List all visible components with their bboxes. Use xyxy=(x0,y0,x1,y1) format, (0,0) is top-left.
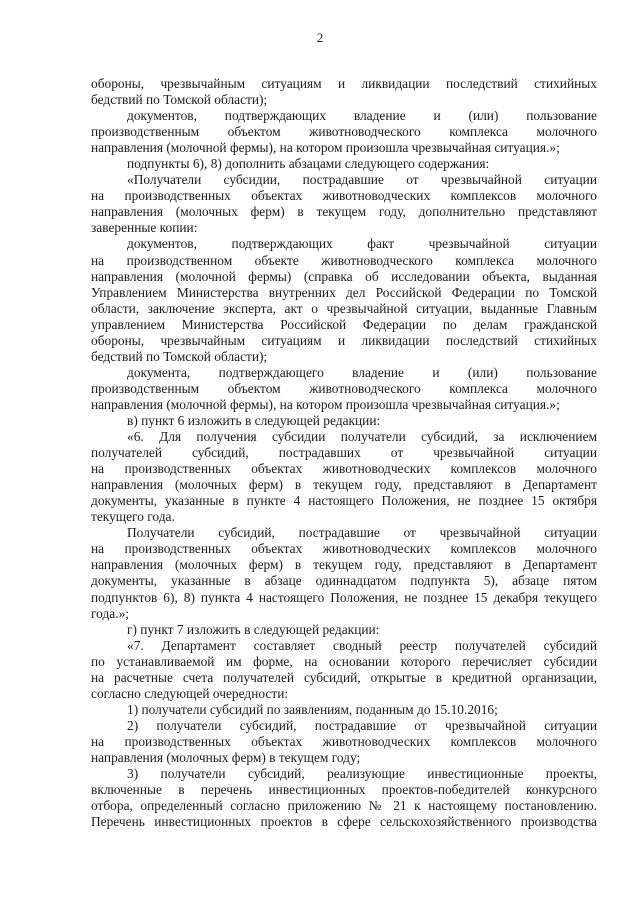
text-line: документов, подтверждающих факт чрезвычайной ситуации xyxy=(127,236,597,252)
text-line: на расчетные счета получателей субсидий, открытые в кредитной организации, xyxy=(91,669,597,685)
text-line: производственным объектом животноводческого комплекса молочного xyxy=(91,124,597,140)
text-line: на производственных объектах животноводческих комплексов молочного xyxy=(91,541,597,557)
text-line: 2) получатели субсидий, пострадавшие от чрезвычайной ситуации xyxy=(127,717,597,733)
text-line: в) пункт 6 изложить в следующей редакции: xyxy=(127,412,381,428)
text-line: производственным объектом животноводческого комплекса молочного xyxy=(91,380,597,396)
text-line: Перечень инвестиционных проектов в сфере сельскохозяйственного производства xyxy=(91,814,597,830)
document-body xyxy=(91,76,597,830)
text-line: управлением Министерства Российской Федерации по делам гражданской xyxy=(91,316,597,332)
text-line: включенные в перечень инвестиционных проектов-победителей конкурсного xyxy=(91,782,597,798)
text-line: на производственных объектах животноводческих комплексов молочного xyxy=(91,188,597,204)
text-line: бедствий по Томской области); xyxy=(91,92,268,108)
text-line: области, заключение эксперта, акт о чрезвычайной ситуации, выданные Главным xyxy=(91,300,597,316)
text-line: 3) получатели субсидий, реализующие инвестиционные проекты, xyxy=(127,766,597,782)
text-line: направления (молочных ферм) в текущем году, дополнительно представляют xyxy=(91,204,597,220)
text-line: «7. Департамент составляет сводный реестр получателей субсидий xyxy=(127,637,597,653)
text-line: заверенные копии: xyxy=(91,220,198,236)
text-line: направления (молочных ферм) в текущем году, представляют в Департамент xyxy=(91,557,597,573)
text-line: направления (молочных ферм) в текущем году; xyxy=(91,749,361,765)
text-line: документов, подтверждающих владение и (или) пользование xyxy=(127,108,597,124)
text-line: направления (молочных ферм) в текущем году, представляют в Департамент xyxy=(91,477,597,493)
text-line: обороны, чрезвычайным ситуациям и ликвидации последствий стихийных xyxy=(91,76,597,91)
text-line: бедствий по Томской области); xyxy=(91,348,268,364)
text-line: «6. Для получения субсидии получатели субсидий, за исключением xyxy=(127,429,597,445)
text-line: Управлением Министерства внутренних дел Российской Федерации по Томской xyxy=(91,284,597,300)
text-line: документы, указанные в пункте 4 настоящего Положения, не позднее 15 октября xyxy=(91,493,597,509)
text-line: на производственном объекте животноводческого комплекса молочного xyxy=(91,252,597,268)
text-line: отбора, определенный согласно приложению № 21 к настоящему постановлению. xyxy=(91,798,597,814)
text-line: документа, подтверждающего владение и (или) пользование xyxy=(127,364,597,380)
text-line: 1) получатели субсидий по заявлениям, поданным до 15.10.2016; xyxy=(127,701,498,717)
text-line: г) пункт 7 изложить в следующей редакции: xyxy=(127,621,380,637)
text-line: на производственных объектах животноводческих комплексов молочного xyxy=(91,461,597,477)
text-line: на производственных объектах животноводческих комплексов молочного xyxy=(91,733,597,749)
text-line: документы, указанные в абзаце одиннадцатом подпункта 5), абзаце пятом xyxy=(91,573,597,589)
text-line: года.»; xyxy=(91,605,129,621)
text-line: Получатели субсидий, пострадавшие от чрезвычайной ситуации xyxy=(127,525,597,541)
text-line: получателей субсидий, пострадавших от чрезвычайной ситуации xyxy=(91,445,597,461)
text-line: подпунктов 6), 8) пункта 4 настоящего Положения, не позднее 15 декабря текущего xyxy=(91,589,597,605)
text-line: по устанавливаемой им форме, на основании которого перечисляет субсидии xyxy=(91,653,597,669)
text-line: направления (молочной фермы), на котором произошла чрезвычайная ситуация.»; xyxy=(91,140,560,156)
text-line: согласно следующей очередности: xyxy=(91,685,289,701)
text-line: подпункты 6), 8) дополнить абзацами следующего содержания: xyxy=(127,156,490,172)
text-line: направления (молочной фермы) (справка об исследовании объекта, выданная xyxy=(91,268,597,284)
page-number: 2 xyxy=(316,30,324,45)
text-line: «Получатели субсидии, пострадавшие от чрезвычайной ситуации xyxy=(127,172,597,188)
text-line: текущего года. xyxy=(91,509,175,525)
text-line: обороны, чрезвычайным ситуациям и ликвидации последствий стихийных xyxy=(91,332,597,348)
text-line: направления (молочной фермы), на котором произошла чрезвычайная ситуация.»; xyxy=(91,396,560,412)
